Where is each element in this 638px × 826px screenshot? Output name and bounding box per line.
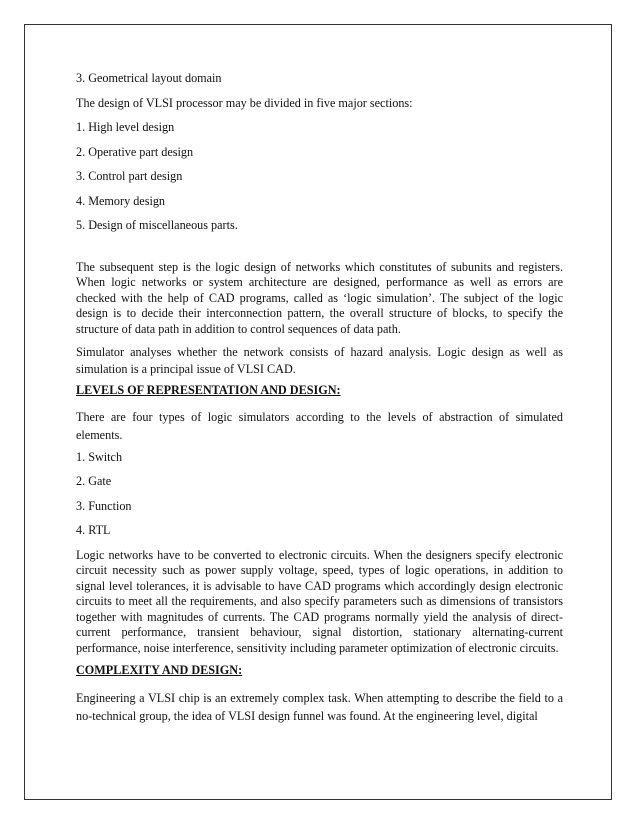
list-item: 3. Function <box>76 498 132 513</box>
levels-heading: LEVELS OF REPRESENTATION AND DESIGN: <box>76 383 341 397</box>
levels-intro: There are four types of logic simulators according to the levels of abstraction of simulated elements. <box>76 409 563 442</box>
complexity-heading: COMPLEXITY AND DESIGN: <box>76 663 243 677</box>
list-item: 2. Gate <box>76 474 112 488</box>
list-item: 5. Design of miscellaneous parts. <box>76 218 238 232</box>
levels-paragraph: Logic networks have to be converted to electronic circuits. When the designers specify electronic circuit necessity such as power supply voltage, speed, types of logic operations, in addition to signal level tolerances, it is advisable to have CAD programs which accordingly design electronic circuits to meet all the requirements, and also specify parameters such as dimensions of transistors together with magnitudes of currents. The CAD programs normally yield the analysis of direct-current performance, transient behaviour, signal distortion, stationary alternating-current performance, noise interference, sensitivity including parameter optimization of electronic circuits. <box>76 547 563 655</box>
list-item: 2. Operative part design <box>76 144 194 159</box>
list-item: 1. High level design <box>76 120 175 134</box>
simulator-paragraph: Simulator analyses whether the network consists of hazard analysis. Logic design as well as simulation is a principal issue of VLSI CAD. <box>76 345 563 376</box>
document-body <box>76 71 563 725</box>
sections-intro: The design of VLSI processor may be divided in five major sections: <box>76 95 413 110</box>
list-item: 3. Control part design <box>76 169 183 183</box>
domain-item: 3. Geometrical layout domain <box>76 71 222 85</box>
complexity-paragraph: Engineering a VLSI chip is an extremely complex task. When attempting to describe the field to a no-technical group, the idea of VLSI design funnel was found. At the engineering level, digital <box>76 690 563 723</box>
list-item: 1. Switch <box>76 449 123 464</box>
list-item: 4. Memory design <box>76 193 166 208</box>
logic-design-paragraph: The subsequent step is the logic design of networks which constitutes of subunits and registers. When logic networks or system architecture are designed, performance as well as errors are checked with the help of CAD programs, called as ‘logic simulation’. The subject of the logic design is to decide their interconnection pattern, the overall structure of blocks, to specify the structure of data path in addition to control sequences of data path. <box>76 259 563 336</box>
list-item: 4. RTL <box>76 523 111 537</box>
